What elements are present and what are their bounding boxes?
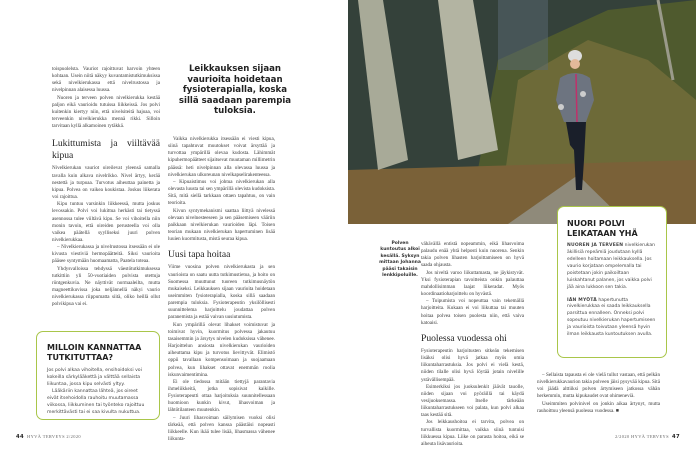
left-column-1 (52, 66, 160, 309)
runner-forest-photo (348, 0, 696, 224)
info-box-young-knee (557, 206, 667, 358)
magazine-issue: 2/2020 HYVÄ TERVEYS (614, 434, 669, 439)
info-box-when-to-examine (36, 331, 160, 420)
paragraph: Lääkäriin kannattaa lähteä, jos oireet eivät itsehoidolla rauhoitu muutamassa viikossa, liikkuminen tai työnteko rajoittuu merkittävästi tai ei saa kivulta nukuttua. (47, 389, 145, 416)
left-column-2 (168, 136, 275, 443)
right-column-2 (537, 372, 660, 415)
photo-caption: Polven kuntoutus alkoi kesällä. Syksyn mittaan Johanna pääsi takaisin lenkkipoluille. (379, 241, 421, 279)
paragraph: – Juuri lihasvoiman säilymisen vuoksi olisi tärkeää, että polven kanssa päästäisi nopeasti liikkeelle. Kun ikää tulee lisää, lihasmassa vähenee liikunta- (168, 414, 275, 443)
paragraph: Esimerkiksi jos juoksulenkit jäävät tauolle, niiden sijaan voi pyöräillä tai käydä vesijuoksemassa. Itselle tärkeään liikuntaharrastukseen voi palata, kun polvi alkaa taas kestää sitä. (421, 383, 524, 419)
info-box-title: MILLOIN KANNATTAA TUTKITUTTAA? (47, 343, 142, 362)
paragraph: Useimmiten polvinivel on jonkin aikaa ärtynyt, mutta rauhoittuu yleensä puolessa vuodessa. ■ (537, 400, 660, 414)
paragraph: – Kipuaistimus voi johtua nivelkierukan alla olevasta luusta tai sen ympärillä olevista kudoksista. Sitä, mitä siellä tarkkaan ottaen tapahtuu, on vain teorioita. (168, 178, 275, 207)
paragraph: toispuolelsta. Vauriot rajoittuvat harvoin yhteen kohtaan. Usein niitä näkyy kuvantamistutkimuksissa sekä nivelkierukassa että nivelrustossa ja nivelpinnan alaisessa luussa. (52, 66, 160, 94)
paragraph: Nuoren ja terveen polven nivelkierukka kestää paljon eikä vaurioidu tutuissa liikkeissä. Jos polvi kuitenkin kiertyy niin, että nivelsiteitä hajoaa, voi terveenkin nivelkierukka mennä rikki. Silloin tarvitaan kyllä alkamoinen rytäkkä. (52, 94, 160, 130)
right-column-1 (421, 241, 524, 448)
lead-in: NUOREN JA TERVEEN (567, 243, 624, 249)
pull-quote: Leikkauksen sijaan vaurioita hoidetaan fysioterapialla, koska sillä saadaan parempia tuloksia. (178, 64, 292, 117)
info-box-title: NUORI POLVI LEIKATAAN YHÄ (567, 219, 638, 238)
paragraph: vähävällä entistä nopeammin, eikä lihasvoima palaudu enää yhtä helposti kuin nuorena. Senkin takia polven lihasten harjoittamiseen on hyvä saada ohjausta. (421, 241, 524, 269)
magazine-issue: HYVÄ TERVEYS 2/2020 (27, 434, 82, 439)
section-heading: Puolessa vuodessa ohi (421, 332, 507, 344)
paragraph: Jos leikkaushoitoa ei tarvita, polvea on turvallista kuormittaa, vaikka siinä tuntuisi liikkuessa kipua. Liike on parasta hoitoa, eikä se aiheuta lisävaurioita. (421, 419, 524, 447)
lead-in: IÄN MYÖTÄ (567, 297, 597, 303)
page-number: 44 (16, 434, 25, 440)
paragraph: hapertunutta nivelkierukkaa ei saada leikkauksella parsittua ennalleen. Onneksi polvi sopeutuu nivelkierukan hapertumiseen ja vaurioista toivutaan yleensä hyvin ilman leikkausta kuntoutuksen avulla. (567, 297, 656, 338)
paragraph: Viime vuosina polven nivelkierukasta ja sen vaurioista on saatu uutta tutkimustietoa, ja hoito on Suomessa muuttunut tuoreen tutkimusnäytön mukaiseksi. Leikkauksen sijaan vaurioita hoidetaan useimmiten fysioterapialla, koska sillä saadaan parempia tuloksia. Fysioterapeutin yksilöllisesti suunnittelema harjoittelu joudattaa polven paranemista ja estää vaivan uusiutumista. (168, 264, 275, 321)
section-heading: Lukittumista ja viiltävää kipua (52, 138, 160, 162)
paragraph: Jos polvi alkaa vihoitella, ensihoidoksi voi kokeilla särkylääkettä ja välttää sellaista liikuntaa, jossa kipu selvästi yltyy. (47, 368, 142, 388)
paragraph: Nivelkierukan vauriot oireilevat yleensä samalla tavalla kuin alkava nivelrikko. Nivel ärtyy, kerää nestettä ja turpoaa. Turvotus aiheuttaa painetta ja kipua. Polvea on vaikea koukistaa. Joskus liikerata voi rajoittua. (52, 165, 160, 201)
paragraph: nivelkierukan äkillisiä repeämiä joudutaan kyllä edelleen hoitamaan leikkauksella. Jos vaurio korjataan ompelemalla tai poistetaan jokin paikoiltaan luiskahtanut palanen, jos vaikka polvi jää aina lukkoon sen takia. (567, 243, 655, 290)
paragraph: Kivun syntymekanismi saattaa liittyä nivelessä olevaan nivelnesteeseen ja sen pääsemiseen vääriin paikkaan nivelkierukan vaurioiden läpi. Toisen teorian mukaan nivelkierukan hapertuminen lisää luuien kuormitusta, mistä seuraa kipua. (168, 207, 275, 243)
paragraph: Fysioterapeutin harjoitusten sitkeän tekemisen lisäksi olisi hyvä jatkaa myös omia liikuntaharrastuksia. Jos polvi ei vielä kestä, niiden tilalle olisi hyvä löytää jotain nivelille ystävällisempää. (421, 347, 524, 383)
page-number: 47 (671, 434, 680, 440)
paragraph: Jos niveltä varoo liikuttamasta, ne jäykistyvät. Yksi fysioterapian tavoitteista onkin palauttaa mahdollisimman laajat liikeradat. Myös koordinaatioharjoittelu on hyvästä. (421, 269, 524, 298)
page-footer-left (13, 434, 81, 440)
paragraph: – Sellaista tapausta ei ole vielä tullut vastaan, että pelkän nivelkierukkavaurion takia polveen jäisi pysyvää kipua. Sitä voi jäädä alttiiksi polven ärtymiseen jatkossa vähän herkemmin, mutta kipukaudet ovat ohimeneviä. (537, 372, 660, 400)
paragraph: – Nivelkierukassa ja nivelrustossa itsessään ei ole kivusta viestiviä hermopäätteitä. Siksi vaurioita pääsee syntymään huomaamatta, Paatela toteaa. (52, 244, 160, 265)
paragraph: Kun ympärillä olevat lihakset voimistuvat ja toimivat hyvin, kuormitus polvessa jakautuu tasaisemmin ja ärsytys nivelen kudoksissa vähenee. Harjoittelun ansiosta nivelkierukan vaurioiden aiheuttama kipu ja turvotus lievittyvät. Elimistö oppii tavallaan kompensoimaan ja suojaamaan polvea, kun lihakset ottavat enemmän roolia iskunvaimentimina. (168, 321, 275, 378)
paragraph: Kipu tuntuu varsinkin liikkeessä, mutta joskus levossakin. Polvi voi lukittua herkästi tai tietyssä asennossa tulee viiltävä kipu. Se voi vihoitella niin monin tavoin, että oireiden perusteella voi olla vaikea päätellä syylliseksi juuri polven nivelkierukkaa. (52, 201, 160, 243)
paragraph: Ei ole tiedossa mitään tiettyjä parantavia ihmeliikkeitä, jotka sopisivat kaikille. Fysioterapeutti ottaa harjoituksia suunnitellessaan huomioon kunkin kivut, lihasvoiman ja lähtötilanteen muutenkin. (168, 378, 275, 414)
page-footer-right (615, 434, 683, 440)
section-heading: Uusi tapa hoitaa (168, 249, 231, 261)
paragraph: Vaikka nivelkierukka itsessään ei viesti kipua, siinä tapahtuvat muutokset voivat ärsyttää ja turvottaa ympärillä olevaa kudosta. Lähimmät kipuhermopäätteet sijaitsevat muutaman millimetrin päässä: heti nivelpinnan alla olevassa luussa ja nivelkierukan ulkoreunan nivelkapselirakenteessa. (168, 136, 275, 178)
paragraph: – Toipumista voi nopeuttaa vain tekemällä harjoitteita. Kukaan ei voi liikuttaa tai muuten hoitaa polvea toisen puolesta niin, että vaiva katoaisi. (421, 298, 524, 326)
paragraph: Yhdysvalloissa tehdyssä väestötutkimuksessa tutkittiin yli 50-vuotiaiden polvista otettuja röntgenkuvia. Ne näyttivät normaaleilta, mutta magneettikuvissa joka neljännellä näkyi vaurio nivelkierukassa riippumatta siitä, oliko heillä ollut polvikipua vai ei. (52, 265, 160, 308)
photo-illustration (348, 0, 696, 224)
